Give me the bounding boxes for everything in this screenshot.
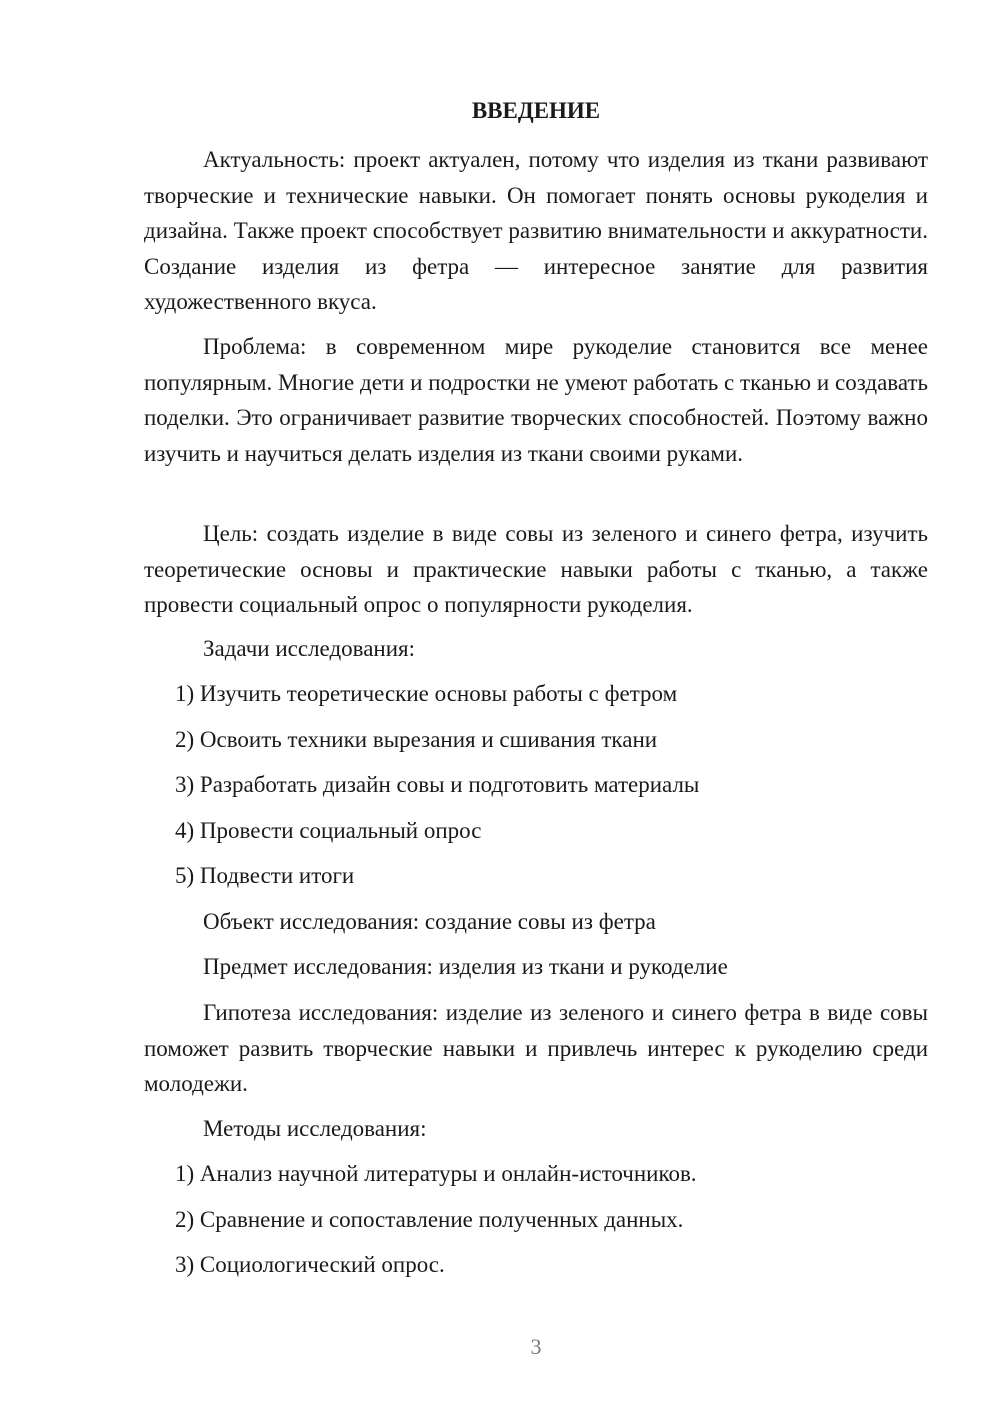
research-subject: Предмет исследования: изделия из ткани и рукоделие (203, 954, 728, 979)
relevance-paragraph: Актуальность: проект актуален, потому что изделия из ткани развивают творческие и технические навыки. Он помогает понять основы рукоделия и дизайна. Также проект способствует развитию внимательности и аккуратности. Создание изделия из фетра — интересное занятие для развития художественного вкуса. (144, 147, 928, 314)
tasks-heading: Задачи исследования: (203, 636, 416, 661)
task-item: 1) Изучить теоретические основы работы с фетром (175, 681, 678, 706)
method-item: 1) Анализ научной литературы и онлайн-источников. (175, 1161, 697, 1186)
method-item: 3) Социологический опрос. (175, 1252, 445, 1277)
method-item: 2) Сравнение и сопоставление полученных данных. (175, 1207, 684, 1232)
goal-paragraph: Цель: создать изделие в виде совы из зеленого и синего фетра, изучить теоретические основы и практические навыки работы с тканью, а также провести социальный опрос о популярности рукоделия. (144, 521, 928, 617)
page-title: ВВЕДЕНИЕ (471, 98, 601, 123)
problem-paragraph: Проблема: в современном мире рукоделие становится все менее популярным. Многие дети и подростки не умеют работать с тканью и создавать поделки. Это ограничивает развитие творческих способностей. Поэтому важно изучить и научиться делать изделия из ткани своими руками. (144, 334, 928, 466)
page-number: 3 (530, 1334, 542, 1359)
task-item: 2) Освоить техники вырезания и сшивания ткани (175, 727, 658, 752)
task-item: 5) Подвести итоги (175, 863, 355, 888)
hypothesis-paragraph: Гипотеза исследования: изделие из зеленого и синего фетра в виде совы поможет развить творческие навыки и привлечь интерес к рукоделию среди молодежи. (144, 1000, 928, 1096)
research-object: Объект исследования: создание совы из фетра (203, 909, 656, 934)
task-item: 4) Провести социальный опрос (175, 818, 482, 843)
task-item: 3) Разработать дизайн совы и подготовить материалы (175, 772, 700, 797)
methods-heading: Методы исследования: (203, 1116, 427, 1141)
